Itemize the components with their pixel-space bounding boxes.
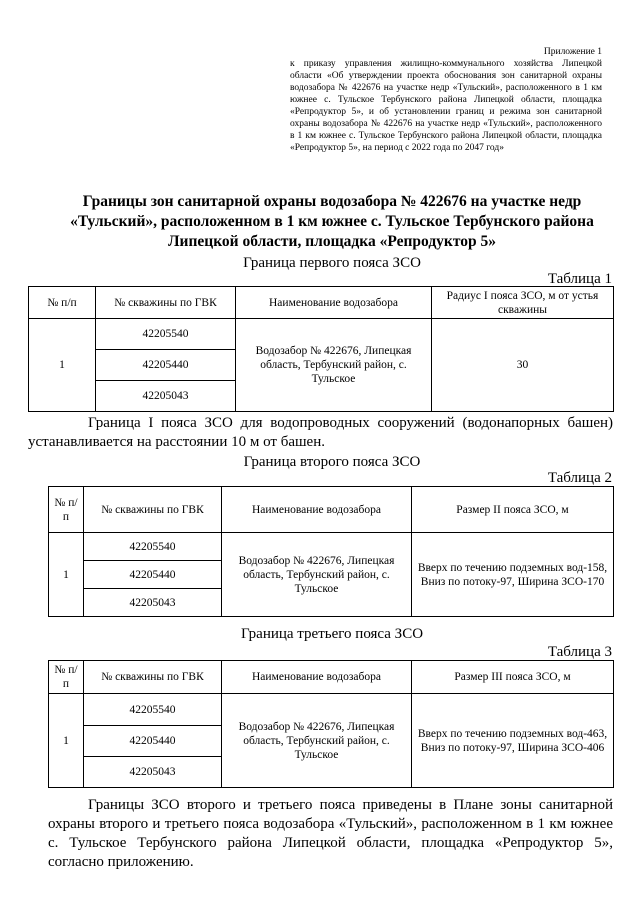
table2-header-intake: Наименование водозабора <box>222 487 412 533</box>
paragraph-zone-plan: Границы ЗСО второго и третьего пояса приведены в Плане зоны санитарной охраны второго и третьего пояса водозабора «Тульский», расположенном в 1 км южнее с. Тульское Тербунского района Липецкой области, площадка «Репродуктор 5», согласно приложению. <box>48 797 613 870</box>
table3-label: Таблица 3 <box>547 644 612 660</box>
table2-header-num: № п/п <box>49 487 84 533</box>
table2-well-1: 42205540 <box>84 533 222 561</box>
table1-header-intake: Наименование водозабора <box>236 287 432 319</box>
appendix-label: Приложение 1 <box>543 47 602 57</box>
table3-header-size: Размер III пояса ЗСО, м <box>412 661 614 694</box>
table-zone2 <box>48 486 614 617</box>
table2-header-well: № скважины по ГВК <box>84 487 222 533</box>
section3-heading: Граница третьего пояса ЗСО <box>240 626 424 642</box>
table1-header-well: № скважины по ГВК <box>96 287 236 319</box>
section1-heading: Граница первого пояса ЗСО <box>243 255 421 271</box>
table3-well-2: 42205440 <box>84 726 222 757</box>
paragraph-zone1-towers: Граница I пояса ЗСО для водопроводных сооружений (водонапорных башен) устанавливается на расстоянии 10 м от башен. <box>28 415 613 450</box>
table2-header-size: Размер II пояса ЗСО, м <box>412 487 614 533</box>
table2-intake: Водозабор № 422676, Липецкая область, Тербунский район, с. Тульское <box>222 533 412 617</box>
table1-header-num: № п/п <box>29 287 96 319</box>
table3-row-num: 1 <box>49 694 84 788</box>
table3-header-intake: Наименование водозабора <box>222 661 412 694</box>
table3-header-well: № скважины по ГВК <box>84 661 222 694</box>
table2-size: Вверх по течению подземных вод-158, Вниз по потоку-97, Ширина ЗСО-170 <box>412 533 614 617</box>
table3-well-3: 42205043 <box>84 757 222 788</box>
table1-size: 30 <box>432 319 614 412</box>
section2-heading: Граница второго пояса ЗСО <box>243 454 421 470</box>
table1-well-3: 42205043 <box>96 381 236 412</box>
table-zone3 <box>48 660 614 788</box>
appendix-text: к приказу управления жилищно-коммунального хозяйства Липецкой области «Об утверждении проекта обоснования зон санитарной охраны водозабора № 422676 на участке недр «Тульский», расположенного в 1 км южнее с. Тульское Тербунского района Липецкой области, площадка «Репродуктор 5», и об установлении границ и режима зон санитарной охраны водозабора № 422676 на участке недр «Тульский», расположенного в 1 км южнее с. Тульское Тербунского района Липецкой области, площадка «Репродуктор 5», на период с 2022 года по 2047 год» <box>290 59 602 153</box>
table2-label: Таблица 2 <box>547 470 612 486</box>
table3-well-1: 42205540 <box>84 694 222 726</box>
table2-row-num: 1 <box>49 533 84 617</box>
table1-label: Таблица 1 <box>547 271 612 287</box>
table3-header-num: № п/п <box>49 661 84 694</box>
table1-header-size: Радиус I пояса ЗСО, м от устья скважины <box>432 287 614 319</box>
table-zone1 <box>28 286 614 412</box>
table2-well-2: 42205440 <box>84 561 222 589</box>
table1-well-2: 42205440 <box>96 350 236 381</box>
table1-intake: Водозабор № 422676, Липецкая область, Тербунский район, с. Тульское <box>236 319 432 412</box>
document-title: Границы зон санитарной охраны водозабора № 422676 на участке недр «Тульский», расположенном в 1 км южнее с. Тульское Тербунского района Липецкой области, площадка «Репродуктор 5» <box>70 193 594 250</box>
table2-well-3: 42205043 <box>84 589 222 617</box>
table1-row-num: 1 <box>29 319 96 412</box>
table1-well-1: 42205540 <box>96 319 236 350</box>
table3-size: Вверх по течению подземных вод-463, Вниз по потоку-97, Ширина ЗСО-406 <box>412 694 614 788</box>
table3-intake: Водозабор № 422676, Липецкая область, Тербунский район, с. Тульское <box>222 694 412 788</box>
